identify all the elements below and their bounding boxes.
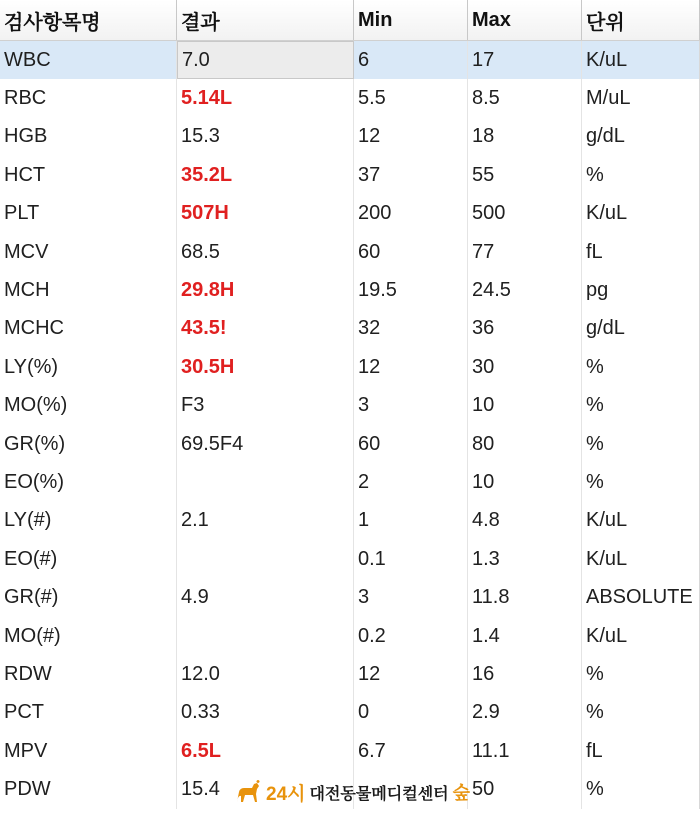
table-row[interactable]: [0, 425, 700, 463]
cell-result[interactable]: 507H: [177, 195, 354, 233]
cell-result[interactable]: 7.0: [177, 41, 354, 79]
cell-result[interactable]: 6.5L: [177, 732, 354, 770]
cell-max[interactable]: 55: [468, 156, 582, 194]
grid-body: [0, 41, 700, 809]
table-row[interactable]: [0, 233, 700, 271]
cell-min[interactable]: 6: [354, 41, 468, 79]
cell-max[interactable]: 18: [468, 118, 582, 156]
cell-unit[interactable]: %: [582, 425, 700, 463]
table-row[interactable]: [0, 118, 700, 156]
cell-result[interactable]: F3: [177, 387, 354, 425]
cell-item[interactable]: PCT: [0, 694, 177, 732]
cell-item[interactable]: RDW: [0, 655, 177, 693]
cell-unit[interactable]: K/uL: [582, 617, 700, 655]
header-item[interactable]: 검사항목명: [0, 0, 177, 40]
cell-item[interactable]: HGB: [0, 118, 177, 156]
cell-item[interactable]: HCT: [0, 156, 177, 194]
cell-max[interactable]: 1.3: [468, 540, 582, 578]
cell-result[interactable]: 43.5!: [177, 310, 354, 348]
cell-unit[interactable]: g/dL: [582, 310, 700, 348]
cell-max[interactable]: 30: [468, 348, 582, 386]
cell-max[interactable]: 10: [468, 463, 582, 501]
cell-min[interactable]: 60: [354, 233, 468, 271]
cell-max[interactable]: 50: [468, 770, 582, 808]
cell-unit[interactable]: K/uL: [582, 540, 700, 578]
table-row[interactable]: [0, 502, 700, 540]
table-row[interactable]: [0, 41, 700, 79]
cell-result[interactable]: 69.5F4: [177, 425, 354, 463]
cell-unit[interactable]: K/uL: [582, 41, 700, 79]
table-row[interactable]: [0, 617, 700, 655]
watermark-hours: 24시: [266, 783, 306, 805]
cell-result[interactable]: 15.4: [177, 770, 354, 808]
cell-result[interactable]: 30.5H: [177, 348, 354, 386]
cell-max[interactable]: 16: [468, 655, 582, 693]
table-row[interactable]: [0, 348, 700, 386]
header-max[interactable]: Max: [468, 0, 582, 40]
cell-item[interactable]: GR(#): [0, 578, 177, 616]
cell-item[interactable]: GR(%): [0, 425, 177, 463]
cell-min[interactable]: 0.2: [354, 617, 468, 655]
cell-result[interactable]: 0.33: [177, 694, 354, 732]
table-row[interactable]: [0, 694, 700, 732]
watermark-name: 대전동물메디컬센터: [309, 785, 449, 803]
table-row[interactable]: [0, 310, 700, 348]
cell-item[interactable]: PDW: [0, 770, 177, 808]
cell-max[interactable]: 24.5: [468, 271, 582, 309]
cell-max[interactable]: 4.8: [468, 502, 582, 540]
cell-result[interactable]: 29.8H: [177, 271, 354, 309]
cell-result[interactable]: 5.14L: [177, 79, 354, 117]
table-row[interactable]: [0, 271, 700, 309]
header-result[interactable]: 결과: [177, 0, 354, 40]
grid-header-row: [0, 0, 700, 41]
cell-unit[interactable]: K/uL: [582, 502, 700, 540]
cell-result[interactable]: [177, 463, 354, 501]
cell-min[interactable]: 12: [354, 118, 468, 156]
cell-result[interactable]: 12.0: [177, 655, 354, 693]
cell-min[interactable]: 19.5: [354, 271, 468, 309]
table-row[interactable]: [0, 79, 700, 117]
cell-min[interactable]: 3: [354, 387, 468, 425]
cell-min[interactable]: 0.1: [354, 540, 468, 578]
table-row[interactable]: [0, 540, 700, 578]
cell-unit[interactable]: g/dL: [582, 118, 700, 156]
cell-max[interactable]: 2.9: [468, 694, 582, 732]
table-row[interactable]: [0, 387, 700, 425]
cell-item[interactable]: MCHC: [0, 310, 177, 348]
table-row[interactable]: [0, 732, 700, 770]
cell-unit[interactable]: %: [582, 694, 700, 732]
cell-min[interactable]: 12: [354, 348, 468, 386]
cell-max[interactable]: 36: [468, 310, 582, 348]
cell-result[interactable]: 68.5: [177, 233, 354, 271]
cell-item[interactable]: RBC: [0, 79, 177, 117]
cell-unit[interactable]: %: [582, 348, 700, 386]
cell-item[interactable]: EO(%): [0, 463, 177, 501]
cell-unit[interactable]: ABSOLUTE: [582, 578, 700, 616]
cell-min[interactable]: 12: [354, 655, 468, 693]
cell-item[interactable]: LY(%): [0, 348, 177, 386]
cell-max[interactable]: 10: [468, 387, 582, 425]
cell-result[interactable]: 4.9: [177, 578, 354, 616]
cell-unit[interactable]: fL: [582, 233, 700, 271]
cell-max[interactable]: 11.8: [468, 578, 582, 616]
cell-item[interactable]: LY(#): [0, 502, 177, 540]
cell-max[interactable]: 80: [468, 425, 582, 463]
header-min[interactable]: Min: [354, 0, 468, 40]
cell-item[interactable]: MPV: [0, 732, 177, 770]
cell-unit[interactable]: %: [582, 387, 700, 425]
cell-unit[interactable]: %: [582, 655, 700, 693]
dog-icon: [232, 778, 262, 806]
cell-item[interactable]: WBC: [0, 41, 177, 79]
cell-unit[interactable]: M/uL: [582, 79, 700, 117]
cell-unit[interactable]: %: [582, 770, 700, 808]
table-row[interactable]: [0, 578, 700, 616]
cell-unit[interactable]: K/uL: [582, 195, 700, 233]
cell-min[interactable]: 5.5: [354, 79, 468, 117]
header-unit[interactable]: 단위: [582, 0, 700, 40]
cell-min[interactable]: 3: [354, 578, 468, 616]
cell-min[interactable]: 60: [354, 425, 468, 463]
cell-unit[interactable]: %: [582, 156, 700, 194]
cell-result[interactable]: 2.1: [177, 502, 354, 540]
cell-max[interactable]: 1.4: [468, 617, 582, 655]
cell-min[interactable]: 6.7: [354, 732, 468, 770]
cell-max[interactable]: 17: [468, 41, 582, 79]
cell-min[interactable]: 32: [354, 310, 468, 348]
cell-item[interactable]: MO(%): [0, 387, 177, 425]
cell-item[interactable]: PLT: [0, 195, 177, 233]
cell-unit[interactable]: fL: [582, 732, 700, 770]
cell-item[interactable]: MCV: [0, 233, 177, 271]
cell-max[interactable]: 500: [468, 195, 582, 233]
cell-item[interactable]: MCH: [0, 271, 177, 309]
table-row[interactable]: [0, 463, 700, 501]
cell-result[interactable]: [177, 540, 354, 578]
table-row[interactable]: [0, 156, 700, 194]
cell-min[interactable]: 0: [354, 694, 468, 732]
cell-max[interactable]: 8.5: [468, 79, 582, 117]
cell-item[interactable]: EO(#): [0, 540, 177, 578]
cell-item[interactable]: MO(#): [0, 617, 177, 655]
clinic-watermark: [232, 775, 470, 809]
cell-min[interactable]: 1: [354, 502, 468, 540]
cell-unit[interactable]: %: [582, 463, 700, 501]
cell-result[interactable]: 35.2L: [177, 156, 354, 194]
cell-max[interactable]: 11.1: [468, 732, 582, 770]
cell-result[interactable]: [177, 617, 354, 655]
table-row[interactable]: [0, 195, 700, 233]
cell-min[interactable]: 200: [354, 195, 468, 233]
cell-result[interactable]: 15.3: [177, 118, 354, 156]
cell-max[interactable]: 77: [468, 233, 582, 271]
cell-min[interactable]: 37: [354, 156, 468, 194]
cell-unit[interactable]: pg: [582, 271, 700, 309]
watermark-suffix: 숲: [452, 783, 470, 803]
cell-min[interactable]: 2: [354, 463, 468, 501]
table-row[interactable]: [0, 655, 700, 693]
